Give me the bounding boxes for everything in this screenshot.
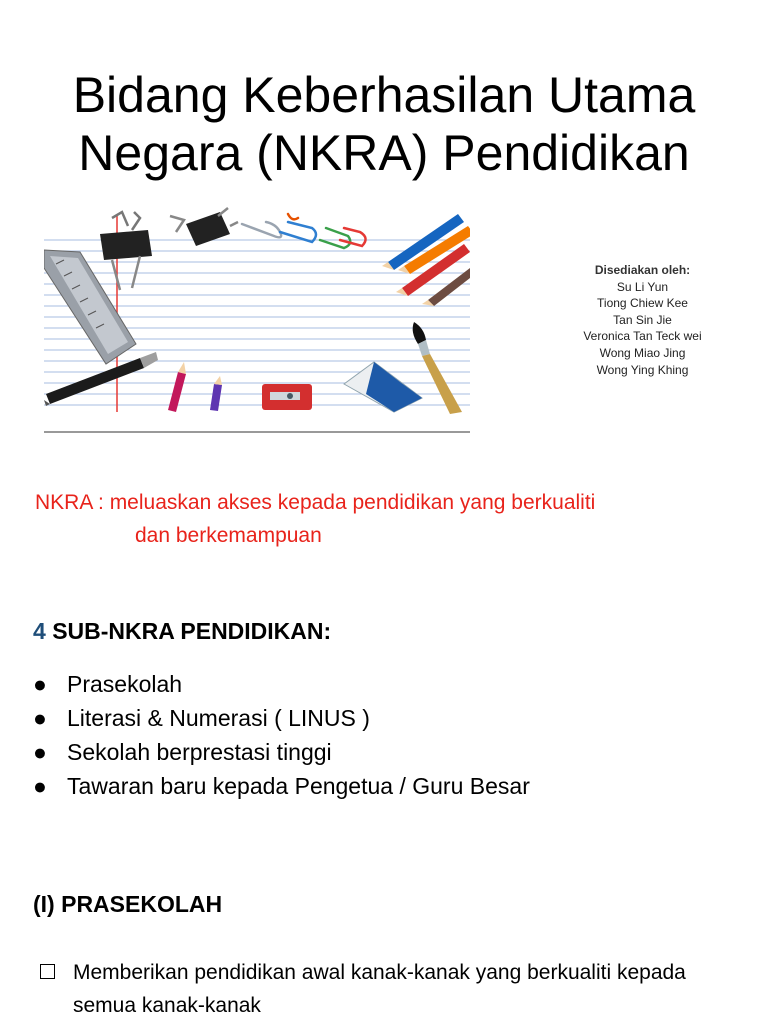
credit-name: Tan Sin Jie [613,312,672,327]
prasekolah-heading: (I) PRASEKOLAH [33,891,223,917]
credit-name: Wong Ying Khing [596,362,689,377]
bullet-icon: ● [33,739,47,765]
list-item-text: Literasi & Numerasi ( LINUS ) [67,705,370,731]
list-item-text: Prasekolah [67,671,183,697]
nkra-definition [35,486,595,552]
list-item [33,735,530,769]
checkbox-icon [40,964,55,979]
stationery-illustration [44,204,470,436]
credit-name: Su Li Yun [616,279,669,294]
credit-name: Veronica Tan Teck wei [583,329,702,344]
list-item [33,667,530,701]
title-line-2: Negara (NKRA) Pendidikan [78,125,690,181]
list-item-text: Tawaran baru kepada Pengetua / Guru Besar [67,773,530,799]
checkbox-list-item [40,956,733,1022]
list-item [33,769,530,803]
list-item-text: Sekolah berprestasi tinggi [67,739,332,765]
prepared-by-credits [565,262,720,378]
sharpener-icon [262,384,312,410]
sub-nkra-count: 4 [33,618,46,644]
nkra-line-1: NKRA : meluaskan akses kepada pendidikan yang berkualiti [35,491,596,514]
credits-heading: Disediakan oleh: [594,263,691,277]
page-title [0,66,768,182]
nkra-line-2: dan berkemampuan [135,524,322,547]
sub-nkra-list [33,667,530,803]
credit-name: Tiong Chiew Kee [597,296,688,311]
bullet-icon: ● [33,773,47,799]
checkbox-item-text: Memberikan pendidikan awal kanak-kanak yang berkualiti kepada semua kanak-kanak [73,961,686,1017]
title-line-1: Bidang Keberhasilan Utama [72,67,696,123]
bullet-icon: ● [33,705,47,731]
sub-nkra-heading [33,618,331,645]
list-item [33,701,530,735]
bullet-icon: ● [33,671,47,697]
credit-name: Wong Miao Jing [599,345,686,360]
sub-nkra-heading-text: SUB-NKRA PENDIDIKAN: [52,618,332,644]
